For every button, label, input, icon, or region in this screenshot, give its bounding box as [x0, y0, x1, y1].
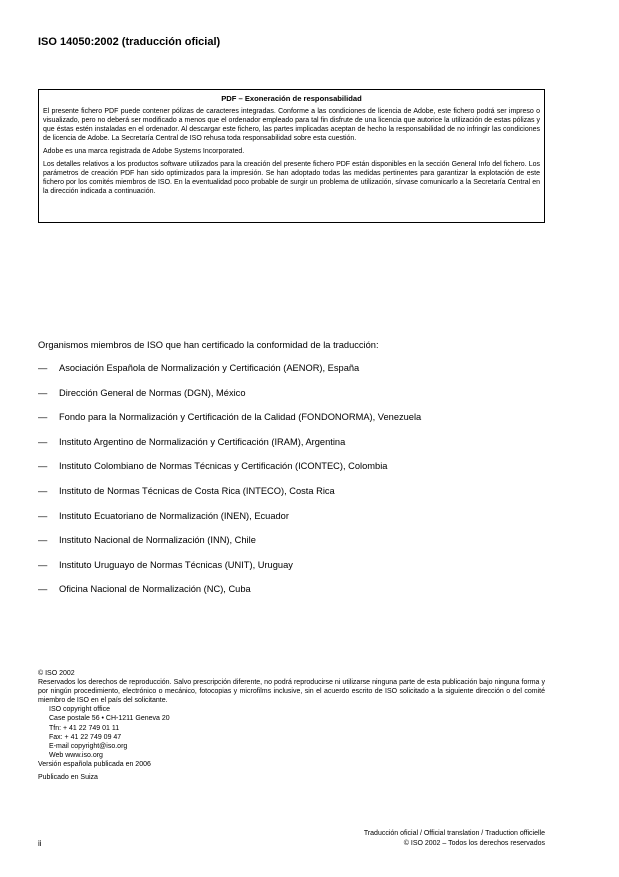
- pdf-disclaimer-box: [38, 89, 545, 223]
- address-line: ISO copyright office: [49, 706, 110, 714]
- page-number: ii: [38, 839, 42, 848]
- rights-notice: Reservados los derechos de reproducción. Salvo prescripción diferente, no podrá reproducirse ni utilizarse ninguna parte de esta publicación bajo ninguna forma y por ningún procedimiento, electrónico o mecánico, fotocopias y microfilms inclusive, sin el acuerdo escrito de ISO solicitado a la siguiente dirección o del comité miembro de ISO en el país del solicitante.: [38, 679, 545, 705]
- dash: —: [38, 485, 48, 496]
- member-name: Fondo para la Normalización y Certificación de la Calidad (FONDONORMA), Venezuela: [59, 412, 422, 423]
- dash: —: [38, 461, 48, 472]
- disclaimer-paragraph: Adobe es una marca registrada de Adobe Systems Incorporated.: [43, 148, 245, 155]
- dash: —: [38, 363, 48, 373]
- member-name: Instituto Ecuatoriano de Normalización (INEN), Ecuador: [59, 510, 289, 521]
- disclaimer-paragraph: Los detalles relativos a los productos software utilizados para la creación del presente fichero PDF están disponibles en la sección General Info del fichero. Los parámetros de creación PDF han sido optimizados para la impresión. Se han adoptado todas las medidas pertinentes para garantizar la explotación de este fichero por los comités miembros de ISO. En la eventualidad poco probable de surgir un problema de utilización, sírvase comunicarlo a la Secretaría Central en la dirección indicada a continuación.: [43, 161, 540, 195]
- member-name: Instituto de Normas Técnicas de Costa Rica (INTECO), Costa Rica: [59, 485, 335, 496]
- copyright-line: © ISO 2002: [38, 670, 75, 677]
- member-name: Instituto Argentino de Normalización y Certificación (IRAM), Argentina: [59, 436, 346, 447]
- copyright-section: [38, 669, 545, 782]
- printed-note: Publicado en Suiza: [38, 774, 98, 782]
- dash: —: [38, 510, 48, 521]
- dash: —: [38, 584, 48, 595]
- dash: —: [38, 559, 48, 570]
- footer-notice: [364, 829, 545, 848]
- address-line: Tfn: + 41 22 749 01 11: [49, 724, 120, 732]
- page-title: ISO 14050:2002 (traducción oficial): [38, 36, 221, 48]
- member-name: Instituto Nacional de Normalización (INN), Chile: [59, 535, 256, 546]
- member-name: Oficina Nacional de Normalización (NC), Cuba: [59, 584, 251, 595]
- email-line: E-mail copyright@iso.org: [49, 742, 128, 750]
- disclaimer-paragraph: El presente fichero PDF puede contener pólizas de caracteres integradas. Conforme a las condiciones de licencia de Adobe, este fichero podrá ser impreso o visualizado, pero no deberá ser modificado a menos que el ordenador empleado para tal fin disfrute de una licencia que autorice la utilización de estas pólizas y que éstas estén instaladas en el ordenador. Al descargar este fichero, las partes implicadas aceptan de hecho la responsabilidad de no infringir las condiciones de licencia de Adobe. La Secretaría Central de ISO rehusa toda responsabilidad sobre esta cuestión.: [43, 108, 540, 142]
- translation-note: Traducción oficial / Official translation / Traduction officielle: [363, 830, 545, 837]
- dash: —: [38, 535, 48, 546]
- member-name: Asociación Española de Normalización y Certificación (AENOR), España: [59, 363, 360, 373]
- member-name: Instituto Colombiano de Normas Técnicas y Certificación (ICONTEC), Colombia: [59, 461, 388, 472]
- member-name: Dirección General de Normas (DGN), México: [59, 387, 246, 398]
- address-line: Fax: + 41 22 749 09 47: [49, 733, 122, 741]
- disclaimer-title: PDF – Exoneración de responsabilidad: [221, 94, 362, 103]
- dash: —: [38, 412, 48, 423]
- edition-note: Versión española publicada en 2006: [38, 760, 151, 768]
- footer-rights: © ISO 2002 – Todos los derechos reservados: [403, 839, 545, 847]
- members-intro: Organismos miembros de ISO que han certificado la conformidad de la traducción:: [38, 340, 379, 350]
- dash: —: [38, 436, 48, 447]
- member-name: Instituto Uruguayo de Normas Técnicas (UNIT), Uruguay: [59, 559, 293, 570]
- address-line: Case postale 56 • CH-1211 Geneva 20: [49, 715, 170, 723]
- web-line: Web www.iso.org: [49, 751, 103, 759]
- dash: —: [38, 387, 48, 398]
